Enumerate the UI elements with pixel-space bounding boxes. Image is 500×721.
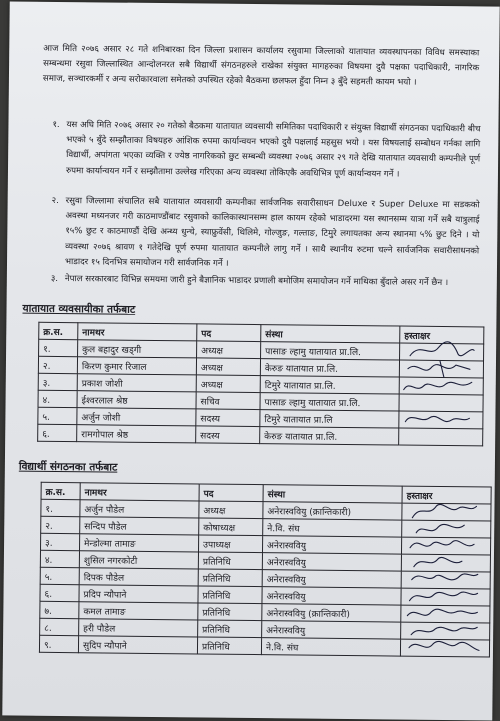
post-cell: कोषाध्यक्ष [199,518,263,536]
point-number: ३. [50,273,59,284]
serial-cell: ८. [40,618,79,635]
handwritten-signature [401,634,481,661]
document-page [2,1,499,720]
name-cell: शुसिल नगरकोटी [79,551,198,569]
serial-cell: १. [41,499,80,516]
header-signature: हस्ताक्षर [400,326,484,344]
transport-section-title: यातायात व्यवसायीका तर्फबाट [22,302,136,316]
students-section-title: विद्यार्थी संगठनका तर्फबाट [18,460,118,474]
serial-cell: ९. [39,635,78,652]
point-number: २. [51,195,59,206]
signature-cell [399,428,483,446]
organization-cell: पासाङ ल्हामु यातायात प्रा.लि. [260,393,399,411]
serial-cell: ४. [40,550,79,567]
post-cell: अध्यक्ष [196,358,260,376]
serial-cell: २. [38,356,77,373]
name-cell: कमल तामाङ [79,602,198,620]
post-cell: प्रतिनिधि [198,603,262,621]
header-post: पद [197,324,261,342]
header-signature: हस्ताक्षर [402,486,491,504]
intro-paragraph: आज मिति २०७६ असार २८ गते शनिबारका दिन जिल्ला प्रशासन कार्यालय रसुवामा जिल्लाको यातायात व्यवस्थापनका विविध समस्याका सम्बन्धमा रसुवा जिल्लास्थित आन्दोलनरत सबै विद्यार्थी संगठनहरुले राखेका संयुक्त मागहरुका विषयमा दुवै पक्षका पदाधिकारी, नागरिक समाज, सञ्चारकर्मी र अन्य सरोकारवाला समेतको उपस्थित रहेको बैठकमा छलफल हुँदा निम्न ३ बुँदे सहमती कायम भयो । [42,43,480,89]
name-cell: कुल बहादुर खड्गी [78,340,197,358]
name-cell: ईश्वरलाल श्रेष्ठ [77,391,196,409]
header-organization: संस्था [261,325,400,343]
header-post: पद [199,484,263,502]
post-cell: अध्यक्ष [197,341,261,359]
serial-cell: ७. [40,601,79,618]
organization-cell: अनेरास्ववियु (क्रान्तिकारी) [263,502,402,520]
header-name: नामथर [78,323,197,341]
post-cell: उपाध्यक्ष [198,535,262,553]
header-name: नामथर [80,483,199,501]
organization-cell: अनेरास्ववियु [262,536,401,554]
point-text: नेपाल सरकारबाट विभिन्न समयमा जारी हुने बैज्ञानिक भाडादर प्रणाली बमोजिम समायोजन गर्ने माथिका बुँदाले असर गर्ने छैन । [64,274,449,289]
serial-cell: ५. [40,567,79,584]
organization-cell: केरुङ यातायात प्रा.लि. [260,427,399,445]
name-cell: अर्जुन पौडेल [80,500,199,518]
point-text: यस अघि मिति २०७६ असार २० गतेको बैठकमा यातायात व्यवसायी समितिका पदाधिकारी र संयुक्त विद्यार्थी संगठनका पदाधिकारी बीच भएको ५ बुँदे सम्झौताका विषयहरु आंशिक रुपमा कार्यान्वयन भएको दुवै पक्षलाई महसुस भयो । यस विषयलाई सम्बोधन गर्नका लागि विद्यार्थी, अपांगता भएका व्यक्ति र ज्येष्ठ नागरिकको छुट सम्बन्धी व्यवस्था २०७६ असार २९ गते देखि यातायात व्यवसायी कम्पनीले पूर्ण रुपमा कार्यान्वयन गर्ने र सम्झौतामा उल्लेख गरिएका अन्य व्यवस्था तोकिएकै अवधिभित्र पूर्ण कार्यान्वयन गर्ने । [65,120,481,180]
organization-cell: टिमुरे यातायात प्रा.लि [260,410,399,428]
serial-cell: ५. [38,407,77,424]
organization-cell: अनेरास्ववियु [262,553,401,571]
organization-cell: टिमुरे यातायात प्रा.लि. [260,376,399,394]
post-cell: प्रतिनिधि [197,637,261,655]
name-cell: हरी पौडेल [79,619,198,637]
signature-cell [399,377,483,395]
post-cell: सचिव [196,392,260,410]
name-cell: मेन्डोल्मा तामाङ [80,534,199,552]
name-cell: प्रदिप न्यौपाने [79,585,198,603]
name-cell: दिपक पौडेल [79,568,198,586]
point-text: रसुवा जिल्लामा संचालित सबै यातायात व्यवसायी कम्पनीका सार्वजनिक सवारीसाधन Deluxe र Super Deluxe मा सडकको अवस्था मध्यनजर गरी काठमाण्डौंबाट रसुवाको कालिकास्थानसम्म हाल कायम रहेको भाडादरमा यस स्थानसम्म यात्रा गर्ने सबै यात्रुलाई १५% छुट र काठमाण्डौं देखि अन्थ्य धुन्चे, स्याफ्रुवेंसी, थिलिमे, गोल्जुङ, गल्ताङ, टिमुरे लगायतका अन्य स्थानमा ५% छुट दिने । यो व्यवस्था २०७६ श्रावण १ गतेदेखि पूर्ण रुपमा यातायात कम्पनीले लागु गर्ने । साथै स्थानीय रुटमा चल्ने सार्वजनिक सवारीसाधनको भाडादर १५ दिनभित्र समायोजन गरी सार्वजनिक गर्ने । [64,196,480,269]
organization-cell: अनेरास्ववियु (क्रान्तिकारी) [262,604,401,622]
organization-cell: अनेरास्ववियु [262,621,401,639]
header-serial: क्र.स. [39,322,78,339]
agreement-point-3 [50,272,479,292]
name-cell: अर्जुन जोशी [77,408,196,426]
serial-cell: ३. [38,373,77,390]
serial-cell: ४. [38,390,77,407]
agreement-point-2 [51,194,480,274]
organization-cell: ने.वि. संघ [261,638,400,656]
name-cell: प्रकाश जोशी [77,374,196,392]
serial-cell: ३. [41,533,80,550]
organization-cell: ने.वि. संघ [263,519,402,537]
post-cell: सदस्य [196,409,260,427]
signature-cell [399,411,483,429]
name-cell: सन्दिप पौडेल [80,517,199,535]
header-organization: संस्था [263,485,402,503]
agreement-point-1 [52,118,481,183]
post-cell: प्रतिनिधि [198,586,262,604]
name-cell: रामगोपाल श्रेष्ठ [77,425,196,443]
serial-cell: १. [39,339,78,356]
organization-cell: पासाङ ल्हामु यातायात प्रा.लि. [261,342,400,360]
signature-cell [400,639,489,657]
serial-cell: ६. [38,424,77,441]
student-signatories-table [39,482,492,658]
organization-cell: अनेरास्ववियु [262,587,401,605]
post-cell: अध्यक्ष [199,501,263,519]
point-number: १. [52,119,60,130]
transport-signatories-table [37,322,484,447]
name-cell: किरण कुमार रिजाल [77,357,196,375]
table-row [39,635,489,657]
post-cell: अध्यक्ष [196,375,260,393]
organization-cell: अनेरास्ववियु [262,570,401,588]
post-cell: सदस्य [196,426,260,444]
post-cell: प्रतिनिधि [198,552,262,570]
serial-cell: २. [41,516,80,533]
organization-cell: केरुङ यातायात प्रा.लि. [260,359,399,377]
table-row [38,424,483,446]
post-cell: प्रतिनिधि [198,569,262,587]
header-serial: क्र.स. [41,482,80,499]
post-cell: प्रतिनिधि [198,620,262,638]
name-cell: सुदिप न्यौपाने [78,636,197,654]
serial-cell: ६. [40,584,79,601]
